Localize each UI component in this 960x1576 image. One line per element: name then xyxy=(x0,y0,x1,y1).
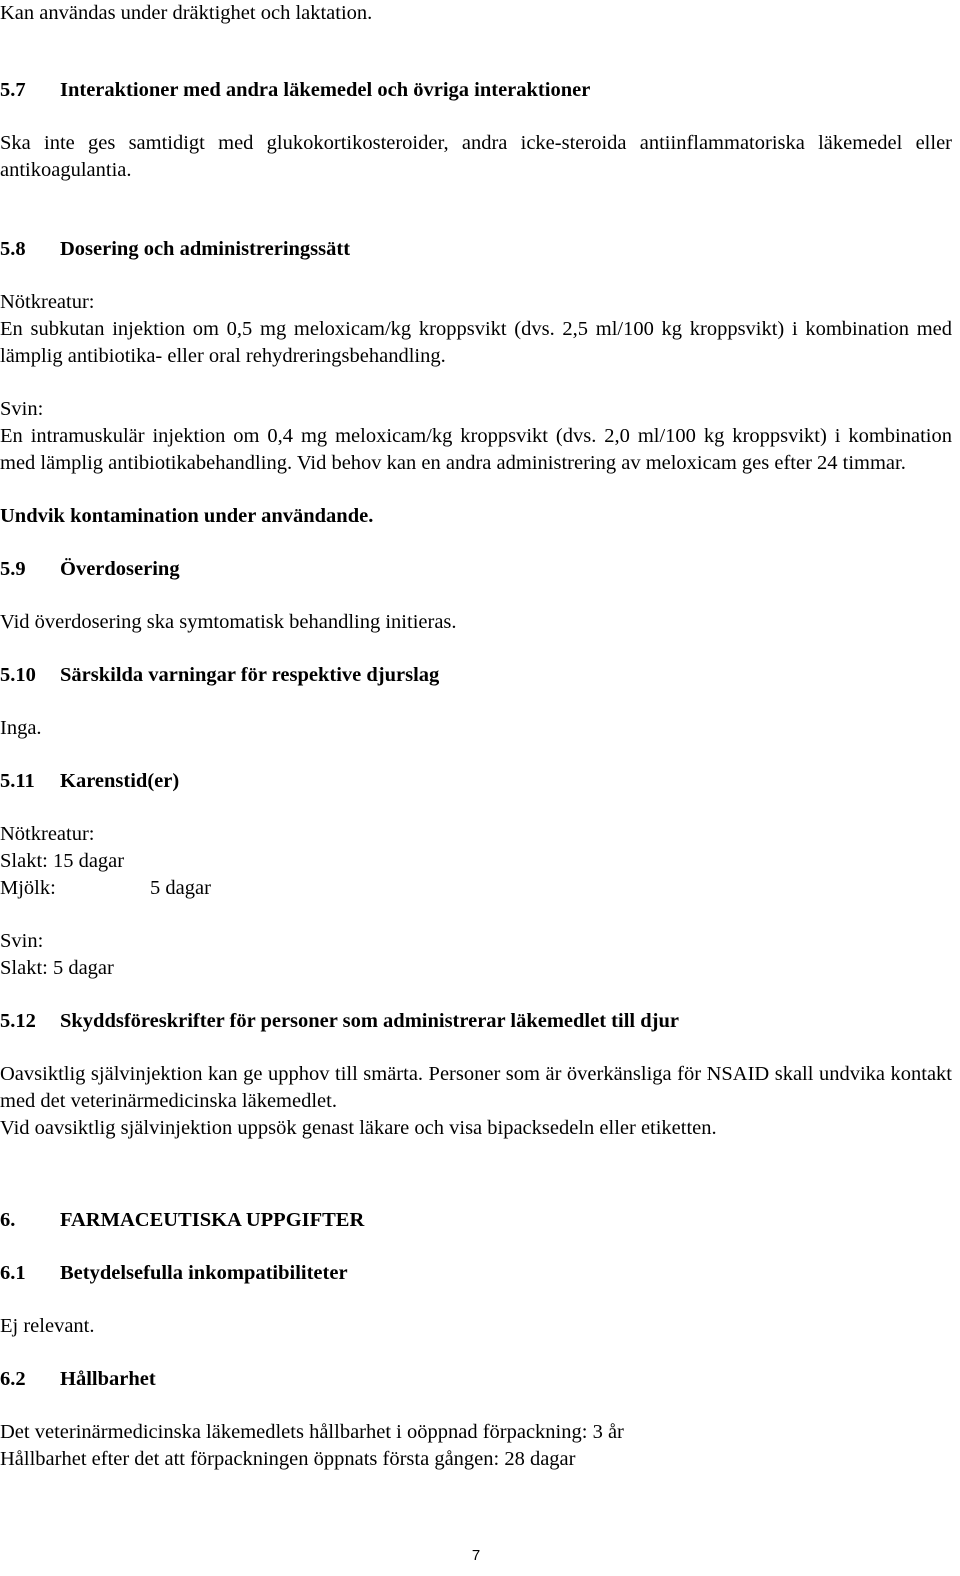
pig-label: Svin: xyxy=(0,930,44,952)
section-5-10-heading xyxy=(0,662,952,689)
section-6-1-text: Ej relevant. xyxy=(0,1315,95,1337)
milk-value: 5 dagar xyxy=(150,877,211,899)
section-5-7-text: Ska inte ges samtidigt med glukokortikosteroider, andra icke-steroida antiinflammatoriska läkemedel eller antikoagulantia. xyxy=(0,132,952,181)
section-5-12-text-2: Vid oavsiktlig självinjektion uppsök genast läkare och visa bipacksedeln eller etiketten. xyxy=(0,1117,717,1139)
section-5-12-text-1: Oavsiktlig självinjektion kan ge upphov till smärta. Personer som är överkänsliga för NSAID skall undvika kontakt med det veterinärmedicinska läkemedlet. xyxy=(0,1063,952,1112)
section-5-9-text: Vid överdosering ska symtomatisk behandling initieras. xyxy=(0,611,457,633)
section-6-1-heading xyxy=(0,1260,952,1287)
section-5-11-heading xyxy=(0,768,952,795)
section-title: FARMACEUTISKA UPPGIFTER xyxy=(60,1209,365,1231)
milk-label: Mjölk: xyxy=(0,877,56,899)
cattle-meat-withdrawal: Slakt: 15 dagar xyxy=(0,850,125,872)
section-6-2-text-1: Det veterinärmedicinska läkemedlets hållbarhet i oöppnad förpackning: 3 år xyxy=(0,1421,624,1443)
pig-dosage-text: En intramuskulär injektion om 0,4 mg meloxicam/kg kroppsvikt (dvs. 2,0 ml/100 kg kroppsvikt) i kombination med lämplig antibiotikabehandling. Vid behov kan en andra administrering av meloxicam ges efter 24 timmar. xyxy=(0,425,952,474)
cattle-label: Nötkreatur: xyxy=(0,823,95,845)
section-number: 5.9 xyxy=(0,558,26,580)
section-title: Interaktioner med andra läkemedel och övriga interaktioner xyxy=(60,79,591,101)
section-number: 5.7 xyxy=(0,79,26,101)
section-title: Dosering och administreringssätt xyxy=(60,238,351,260)
section-5-8-heading xyxy=(0,236,952,263)
section-title: Skyddsföreskrifter för personer som administrerar läkemedlet till djur xyxy=(60,1010,679,1032)
section-6-2-text-2: Hållbarhet efter det att förpackningen öppnats första gången: 28 dagar xyxy=(0,1448,576,1470)
cattle-milk-withdrawal xyxy=(0,875,952,902)
section-number: 5.8 xyxy=(0,238,26,260)
contamination-warning: Undvik kontamination under användande. xyxy=(0,505,374,527)
section-5-9-heading xyxy=(0,556,952,583)
section-5-7-heading xyxy=(0,77,952,104)
section-title: Särskilda varningar för respektive djurslag xyxy=(60,664,440,686)
section-5-12-heading xyxy=(0,1008,952,1035)
section-title: Karenstid(er) xyxy=(60,770,180,792)
cattle-label: Nötkreatur: xyxy=(0,291,95,313)
section-6-heading xyxy=(0,1207,952,1234)
section-number: 5.10 xyxy=(0,664,36,686)
page-number: 7 xyxy=(471,1547,481,1564)
section-5-10-text: Inga. xyxy=(0,717,42,739)
section-6-2-heading xyxy=(0,1366,952,1393)
pig-label: Svin: xyxy=(0,398,44,420)
section-number: 5.12 xyxy=(0,1010,36,1032)
cattle-dosage-text: En subkutan injektion om 0,5 mg meloxicam/kg kroppsvikt (dvs. 2,5 ml/100 kg kroppsvikt) i kombination med lämplig antibiotika- eller oral rehydreringsbehandling. xyxy=(0,318,952,367)
pig-meat-withdrawal: Slakt: 5 dagar xyxy=(0,957,114,979)
intro-line: Kan användas under dräktighet och laktation. xyxy=(0,2,373,24)
section-title: Betydelsefulla inkompatibiliteter xyxy=(60,1262,348,1284)
section-number: 6. xyxy=(0,1209,16,1231)
section-number: 6.2 xyxy=(0,1368,26,1390)
section-number: 6.1 xyxy=(0,1262,26,1284)
section-title: Överdosering xyxy=(60,558,180,580)
section-number: 5.11 xyxy=(0,770,35,792)
section-title: Hållbarhet xyxy=(60,1368,156,1390)
